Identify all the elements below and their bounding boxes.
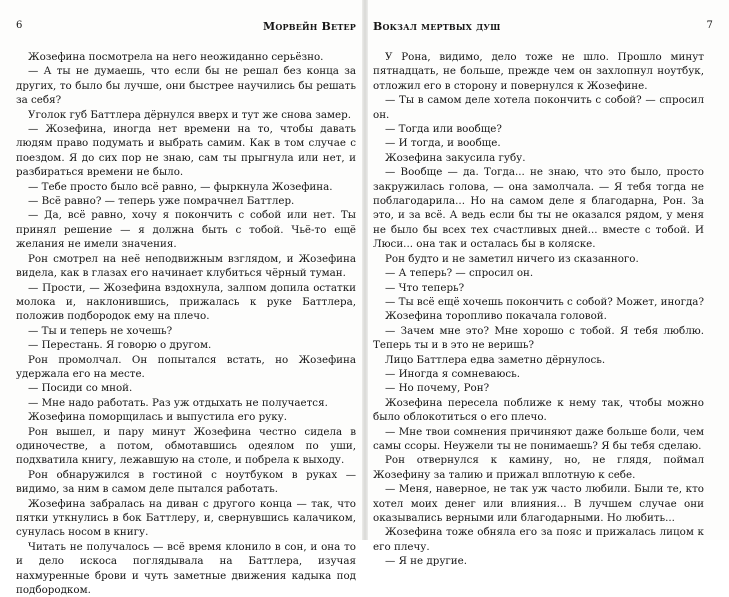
left-page [0, 0, 356, 597]
book-title: Вокзал мертвых душ [373, 20, 501, 33]
paragraph: — Что теперь? [385, 281, 465, 294]
paragraph: — Жозефина, иногда нет времени на то, чтобы давать людям право подумать и выбрать самим. Как в том случае с поездом. Я до сих пор не знаю, сам ты прыгнула или нет, и разбираться времени не было. [16, 123, 356, 179]
paragraph: — А ты не думаешь, что если бы не решал без конца за других, то было бы лучше, они быстрее научились бы решать за себя? [16, 65, 356, 107]
paragraph: — Да, всё равно, хочу я покончить с собой или нет. Ты принял решение — я должна быть с тобой. Чьё-то ещё желания не имели значения. [16, 209, 356, 251]
paragraph: — Я не другие. [385, 555, 468, 568]
page-number: 7 [706, 20, 713, 31]
paragraph: Жозефина торопливо покачала головой. [385, 310, 607, 323]
paragraph: — Меня, наверное, не так уж часто любили. Были те, кто хотел моих денег или влияния... В лучшем случае они оказывались верными или благодарными. Но любить... [373, 483, 704, 524]
paragraph: У Рона, видимо, дело тоже не шло. Прошло минут пятнадцать, не больше, прежде чем он захлопнул ноутбук, отложил его в сторону и повернулся к Жозефине. [373, 51, 704, 92]
paragraph: Рон обнаружился в гостиной с ноутбуком в руках — видимо, за ним в самом деле пытался работать. [16, 468, 356, 496]
paragraph: — И тогда, и вообще. [385, 137, 501, 150]
paragraph: Жозефина закусила губу. [385, 151, 526, 164]
paragraph: — Вообще — да. Тогда... не знаю, что это было, просто закружилась голова, — она замолчала. — Я тебя тогда не поблагодарила... Но на самом деле я благодарна, Рон. За это, и за всё. А ведь если бы ты не оказался рядом, у меня не было бы всех тех счастливых дней... вместе с тобой. И Люси... она так и осталась бы в коляске. [373, 166, 704, 251]
paragraph: — Ты и теперь не хочешь? [28, 324, 173, 337]
paragraph: — Мне твои сомнения причиняют даже больше боли, чем самы ссоры. Неужели ты не понимаешь? Я бы тебя сделаю. [373, 425, 704, 452]
paragraph: Лицо Баттлера едва заметно дёрнулось. [385, 353, 606, 366]
paragraph: — Прости, — Жозефина вздохнула, залпом допила остатки молока и, наклонившись, прижалась к руке Баттлера, положив подбородок ему на плечо. [16, 281, 356, 323]
paragraph: — Иногда я сомневаюсь. [385, 367, 521, 380]
paragraph: Жозефина посмотрела на него неожиданно серьёзно. [28, 51, 324, 63]
paragraph: — Тебе просто было всё равно, — фыркнула Жозефина. [28, 180, 333, 193]
paragraph: — Всё равно? — теперь уже помрачнел Баттлер. [28, 195, 295, 208]
paragraph: — Ты всё ещё хочешь покончить с собой? Может, иногда? [385, 295, 704, 308]
right-page [373, 0, 729, 568]
left-body-text [16, 50, 356, 597]
right-running-head [373, 20, 713, 42]
paragraph: Рон будто и не заметил ничего из сказанного. [385, 252, 639, 265]
paragraph: Рон промолчал. Он попытался встать, но Жозефина удержала его на месте. [16, 353, 356, 380]
paragraph: Рон вышел, и пару минут Жозефина честно сидела в одиночестве, а потом, обмотавшись одеялом по уши, подхватила книгу, лежавшую на столе, и побрела к выходу. [16, 425, 356, 467]
paragraph: — Посиди со мной. [28, 382, 133, 395]
paragraph: — Перестань. Я говорю о другом. [28, 339, 212, 352]
paragraph: — Ты в самом деле хотела покончить с собой? — спросил он. [373, 94, 704, 121]
paragraph: — Но почему, Рон? [385, 382, 490, 395]
paragraph: Уголок губ Баттлера дёрнулся вверх и тут же снова замер. [28, 108, 351, 121]
paragraph: Рон отвернулся к камину, но, не глядя, поймал Жозефину за талию и прижал вплотную к себе. [373, 454, 704, 481]
paragraph: Жозефина поморщилась и выпустила его руку. [28, 411, 288, 424]
left-running-head [16, 20, 356, 42]
paragraph: Жозефина забралась на диван с другого конца — так, что пятки уткнулись в бок Баттлеру, и, свернувшись калачиком, сунулась носом в книгу. [16, 497, 356, 539]
paragraph: Жозефина тоже обняла его за пояс и прижалась лицом к его плечу. [373, 526, 704, 553]
right-body-text [373, 50, 704, 569]
paragraph: Рон смотрел на неё неподвижным взглядом, и Жозефина видела, как в глазах его начинает клубиться чёрный туман. [16, 252, 356, 280]
book-gutter [362, 0, 368, 540]
paragraph: — Зачем мне это? Мне хорошо с тобой. Я тебя люблю. Теперь ты и в это не веришь? [373, 324, 704, 352]
paragraph: — А теперь? — спросил он. [385, 267, 534, 280]
author-name: Морвейн Ветер [262, 20, 356, 33]
page-number: 6 [16, 20, 23, 31]
paragraph: — Мне надо работать. Раз уж отдыхать не получается. [28, 396, 328, 409]
paragraph: Жозефина пересела поближе к нему так, чтобы можно было облокотиться о его плечо. [373, 396, 704, 424]
paragraph: Читать не получалось — всё время клонило в сон, и она то и дело искоса поглядывала на Баттлера, изучая нахмуренные брови и чуть заметные движения кадыка под подбородком. [16, 540, 356, 597]
paragraph: — Тогда или вообще? [385, 123, 502, 136]
